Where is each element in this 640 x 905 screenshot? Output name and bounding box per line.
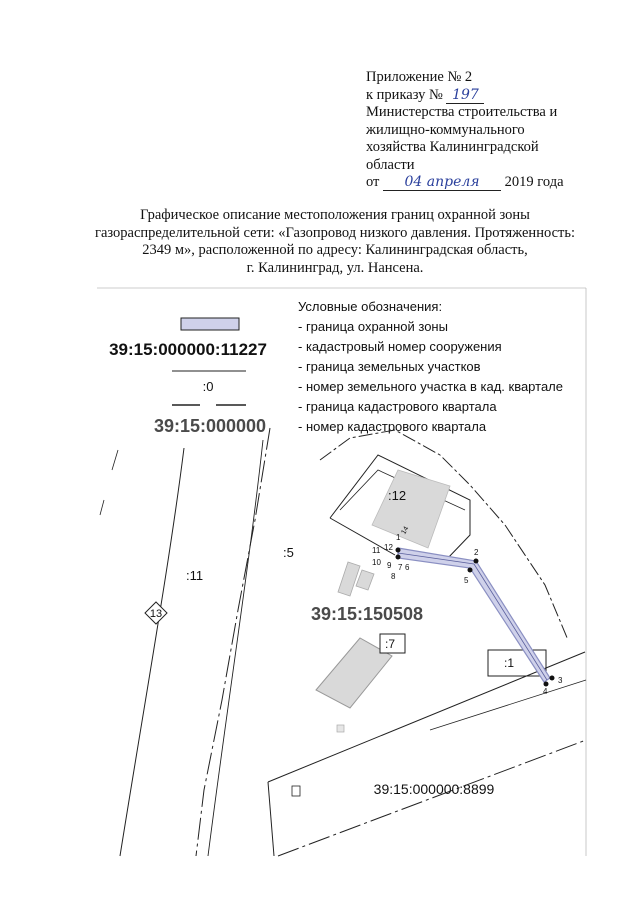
title-line-3: 2349 м», расположенной по адресу: Калининградская область, bbox=[142, 242, 528, 258]
building bbox=[372, 470, 450, 548]
building-label: 14 bbox=[400, 525, 411, 536]
quarter-number: 39:15:150508 bbox=[310, 604, 424, 624]
title-line-4: г. Калининград, ул. Нансена. bbox=[246, 259, 424, 276]
point-label: 11 bbox=[372, 546, 381, 555]
order-prefix: к приказу № bbox=[366, 86, 443, 103]
date-prefix: от bbox=[366, 174, 380, 190]
point-label: 7 bbox=[398, 563, 403, 572]
appendix-label: Приложение № 2 bbox=[366, 69, 473, 85]
legend-item: - кадастровый номер сооружения bbox=[298, 339, 502, 354]
order-date: 04 апреля bbox=[383, 175, 501, 191]
parcel-label: :1 bbox=[504, 656, 515, 670]
point-label: 3 bbox=[558, 676, 563, 685]
legend-item: - граница охранной зоны bbox=[298, 319, 448, 334]
ministry-line-4: области bbox=[366, 156, 415, 173]
building bbox=[356, 570, 374, 590]
legend-structure-number: 39:15:000000:11227 bbox=[109, 340, 267, 359]
legend-quarter-number: 39:15:000000 bbox=[153, 416, 267, 436]
legend-heading: Условные обозначения: bbox=[298, 299, 443, 314]
road-boundary-left bbox=[120, 448, 184, 856]
title-line-2: газораспределительной сети: «Газопровод низкого давления. Протяженность: bbox=[95, 224, 575, 241]
legend-item: - граница кадастрового квартала bbox=[298, 399, 497, 414]
parcel-label: :5 bbox=[283, 545, 294, 560]
point-label: 4 bbox=[543, 687, 548, 696]
legend-item: - номер кадастрового квартала bbox=[298, 419, 487, 434]
legend-item: - номер земельного участка в кад. квартале bbox=[298, 379, 563, 394]
zone-point-marker bbox=[550, 676, 555, 681]
ministry-line-3: хозяйства Калининградской bbox=[366, 139, 539, 155]
point-label: 10 bbox=[372, 558, 381, 567]
zone-point-marker bbox=[396, 548, 401, 553]
zone-point-marker bbox=[468, 568, 473, 573]
road-boundary-inner bbox=[208, 440, 263, 856]
order-number: 197 bbox=[446, 88, 484, 104]
parcel-label: :7 bbox=[385, 637, 396, 651]
title-line-1: Графическое описание местоположения границ охранной зоны bbox=[140, 207, 530, 223]
point-label: 6 bbox=[405, 563, 410, 572]
quarter-boundary-bottom bbox=[278, 740, 586, 856]
ministry-line-2: жилищно-коммунального bbox=[366, 121, 525, 138]
boxed-label: 13 bbox=[149, 608, 163, 620]
zone-point-marker bbox=[396, 555, 401, 560]
point-label: 9 bbox=[387, 561, 392, 570]
zone-point-marker bbox=[544, 682, 549, 687]
quarter-boundary-left bbox=[196, 428, 270, 856]
legend-zone-sample bbox=[181, 318, 239, 330]
legend-parcel-number: :0 bbox=[202, 379, 214, 394]
point-label: 5 bbox=[464, 576, 469, 585]
parcel-label: :12 bbox=[388, 488, 407, 503]
parcel-label: :11 bbox=[186, 568, 204, 583]
zone-point-marker bbox=[474, 559, 479, 564]
date-suffix: 2019 года bbox=[504, 174, 564, 190]
ministry-line-1: Министерства строительства и bbox=[366, 104, 558, 120]
point-label: 8 bbox=[391, 572, 396, 581]
point-label: 1 bbox=[396, 533, 401, 542]
point-label: 2 bbox=[474, 548, 479, 557]
building bbox=[338, 562, 360, 596]
legend-item: - граница земельных участков bbox=[298, 359, 481, 374]
structure-number: 39:15:000000:8899 bbox=[373, 781, 495, 797]
point-label: 12 bbox=[384, 543, 393, 552]
